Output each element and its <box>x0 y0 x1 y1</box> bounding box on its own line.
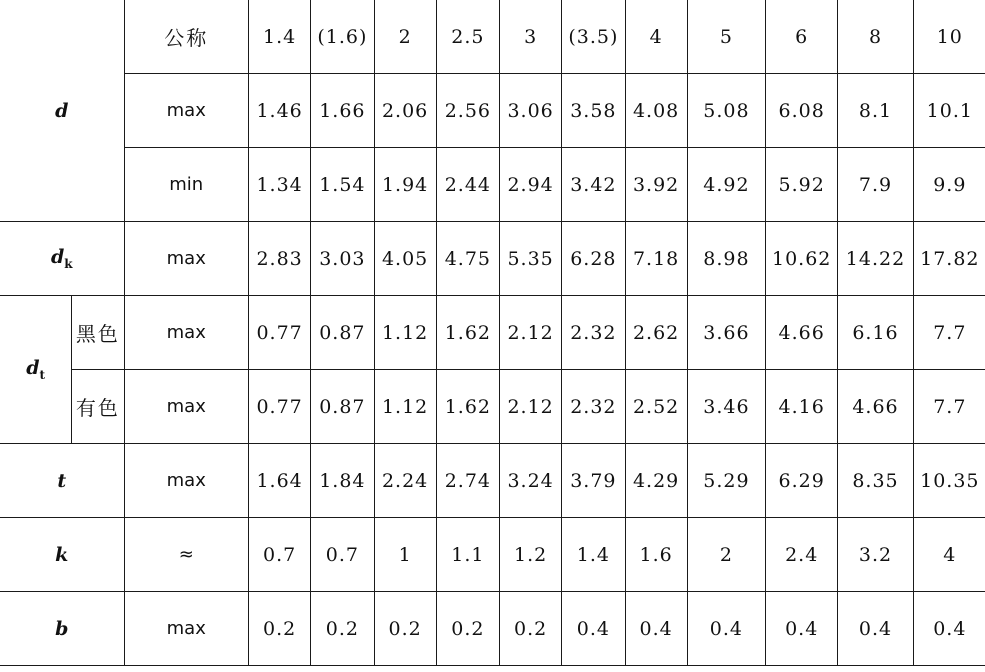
value-cell: 0.4 <box>766 592 838 666</box>
value-cell: 0.2 <box>500 592 562 666</box>
value-cell: 1.1 <box>436 518 499 592</box>
d-max-label: max <box>124 74 249 148</box>
value-cell: 7.7 <box>913 370 985 444</box>
value-cell: 0.77 <box>249 370 311 444</box>
nominal-size-cell: 4 <box>625 0 687 74</box>
dk-subscript: k <box>64 256 73 271</box>
nominal-size-cell: 5 <box>687 0 765 74</box>
value-cell: 10.1 <box>913 74 985 148</box>
nominal-size-cell: (3.5) <box>562 0 625 74</box>
value-cell: 0.4 <box>562 592 625 666</box>
value-cell: 1.66 <box>311 74 374 148</box>
value-cell: 2.12 <box>500 296 562 370</box>
value-cell: 0.7 <box>249 518 311 592</box>
d-symbol-cell <box>0 0 124 222</box>
value-cell: 4.92 <box>687 148 765 222</box>
k-approx-label: ≈ <box>124 518 249 592</box>
dt-colored-label: 有色 <box>72 370 124 444</box>
table-row-dk <box>0 222 985 296</box>
value-cell: 0.2 <box>436 592 499 666</box>
value-cell: 10.35 <box>913 444 985 518</box>
value-cell: 0.4 <box>913 592 985 666</box>
nominal-size-cell: (1.6) <box>311 0 374 74</box>
t-max-label: max <box>124 444 249 518</box>
value-cell: 0.4 <box>687 592 765 666</box>
dt-symbol: d <box>26 357 40 380</box>
k-symbol-cell <box>0 518 124 592</box>
table-row-b <box>0 592 985 666</box>
value-cell: 3.79 <box>562 444 625 518</box>
dk-symbol: d <box>50 246 65 269</box>
value-cell: 3.46 <box>687 370 765 444</box>
value-cell: 1.2 <box>500 518 562 592</box>
value-cell: 7.18 <box>625 222 687 296</box>
value-cell: 3.42 <box>562 148 625 222</box>
value-cell: 2.94 <box>500 148 562 222</box>
value-cell: 2.12 <box>500 370 562 444</box>
value-cell: 1.12 <box>374 296 436 370</box>
value-cell: 7.9 <box>838 148 913 222</box>
value-cell: 5.29 <box>687 444 765 518</box>
value-cell: 2.06 <box>374 74 436 148</box>
value-cell: 2.32 <box>562 370 625 444</box>
value-cell: 3.03 <box>311 222 374 296</box>
table-row-d-max <box>0 74 985 148</box>
value-cell: 1.6 <box>625 518 687 592</box>
b-symbol: b <box>55 617 69 640</box>
dk-symbol-cell <box>0 222 124 296</box>
table-row-dt-black <box>0 296 985 370</box>
k-symbol: k <box>55 543 69 566</box>
table-row-dt-colored <box>0 370 985 444</box>
value-cell: 4.16 <box>766 370 838 444</box>
value-cell: 2.52 <box>625 370 687 444</box>
nominal-size-cell: 8 <box>838 0 913 74</box>
table-row-t <box>0 444 985 518</box>
value-cell: 8.1 <box>838 74 913 148</box>
value-cell: 4 <box>913 518 985 592</box>
value-cell: 4.08 <box>625 74 687 148</box>
value-cell: 6.29 <box>766 444 838 518</box>
value-cell: 3.24 <box>500 444 562 518</box>
value-cell: 8.98 <box>687 222 765 296</box>
value-cell: 3.06 <box>500 74 562 148</box>
value-cell: 9.9 <box>913 148 985 222</box>
value-cell: 0.4 <box>625 592 687 666</box>
value-cell: 2.32 <box>562 296 625 370</box>
value-cell: 4.05 <box>374 222 436 296</box>
value-cell: 1 <box>374 518 436 592</box>
value-cell: 6.28 <box>562 222 625 296</box>
b-symbol-cell <box>0 592 124 666</box>
value-cell: 1.46 <box>249 74 311 148</box>
value-cell: 0.87 <box>311 370 374 444</box>
value-cell: 4.66 <box>766 296 838 370</box>
value-cell: 1.94 <box>374 148 436 222</box>
value-cell: 2.74 <box>436 444 499 518</box>
value-cell: 2.56 <box>436 74 499 148</box>
value-cell: 3.66 <box>687 296 765 370</box>
value-cell: 10.62 <box>766 222 838 296</box>
d-min-label: min <box>124 148 249 222</box>
nominal-size-cell: 10 <box>913 0 985 74</box>
dt-subscript: t <box>39 367 46 382</box>
value-cell: 2.4 <box>766 518 838 592</box>
nominal-size-cell: 2 <box>374 0 436 74</box>
value-cell: 17.82 <box>913 222 985 296</box>
value-cell: 0.2 <box>311 592 374 666</box>
value-cell: 0.4 <box>838 592 913 666</box>
value-cell: 7.7 <box>913 296 985 370</box>
value-cell: 0.87 <box>311 296 374 370</box>
dt-symbol-cell <box>0 296 72 444</box>
table-row-nominal <box>0 0 985 74</box>
value-cell: 5.92 <box>766 148 838 222</box>
value-cell: 2.62 <box>625 296 687 370</box>
value-cell: 1.34 <box>249 148 311 222</box>
value-cell: 3.2 <box>838 518 913 592</box>
value-cell: 1.62 <box>436 370 499 444</box>
nominal-label-cell <box>124 0 249 74</box>
nominal-size-cell: 2.5 <box>436 0 499 74</box>
value-cell: 1.62 <box>436 296 499 370</box>
value-cell: 1.84 <box>311 444 374 518</box>
value-cell: 6.08 <box>766 74 838 148</box>
nominal-size-cell: 1.4 <box>249 0 311 74</box>
dk-max-label: max <box>124 222 249 296</box>
value-cell: 1.12 <box>374 370 436 444</box>
value-cell: 1.64 <box>249 444 311 518</box>
nominal-label: 公称 <box>164 26 209 50</box>
value-cell: 2 <box>687 518 765 592</box>
value-cell: 8.35 <box>838 444 913 518</box>
dt-black-max-label: max <box>124 296 249 370</box>
dt-colored-max-label: max <box>124 370 249 444</box>
value-cell: 2.44 <box>436 148 499 222</box>
value-cell: 4.66 <box>838 370 913 444</box>
nominal-size-cell: 6 <box>766 0 838 74</box>
value-cell: 0.7 <box>311 518 374 592</box>
dt-black-label: 黑色 <box>72 296 124 370</box>
value-cell: 1.54 <box>311 148 374 222</box>
value-cell: 5.08 <box>687 74 765 148</box>
value-cell: 1.4 <box>562 518 625 592</box>
value-cell: 14.22 <box>838 222 913 296</box>
value-cell: 4.75 <box>436 222 499 296</box>
t-symbol: t <box>57 469 67 492</box>
value-cell: 0.2 <box>374 592 436 666</box>
value-cell: 0.2 <box>249 592 311 666</box>
nominal-size-cell: 3 <box>500 0 562 74</box>
value-cell: 5.35 <box>500 222 562 296</box>
table-row-k <box>0 518 985 592</box>
value-cell: 2.24 <box>374 444 436 518</box>
value-cell: 0.77 <box>249 296 311 370</box>
d-symbol: d <box>55 99 69 122</box>
table-row-d-min <box>0 148 985 222</box>
value-cell: 4.29 <box>625 444 687 518</box>
value-cell: 3.92 <box>625 148 687 222</box>
value-cell: 3.58 <box>562 74 625 148</box>
b-max-label: max <box>124 592 249 666</box>
t-symbol-cell <box>0 444 124 518</box>
value-cell: 2.83 <box>249 222 311 296</box>
value-cell: 6.16 <box>838 296 913 370</box>
